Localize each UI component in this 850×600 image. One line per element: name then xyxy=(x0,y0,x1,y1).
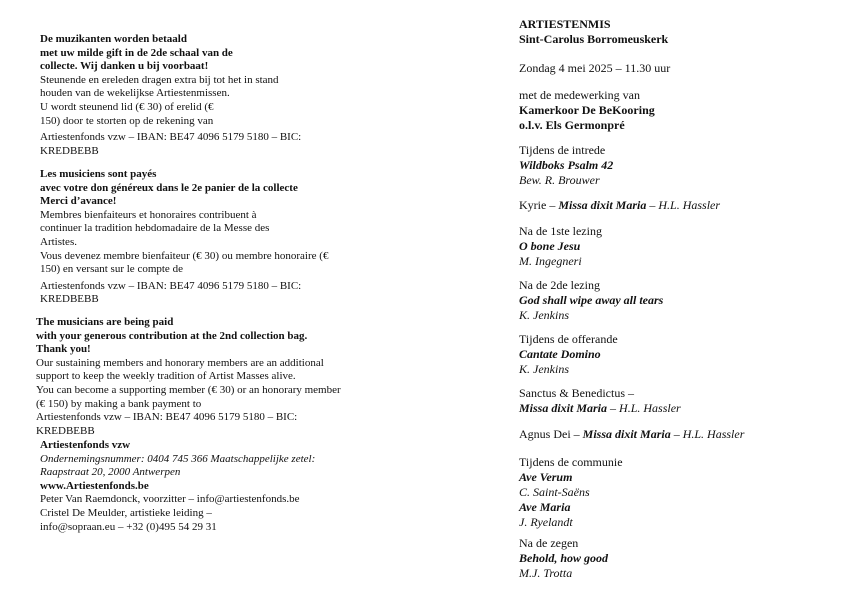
program-item-label: Agnus Dei – xyxy=(519,427,583,441)
program-item-intrede xyxy=(519,143,613,188)
program-item-title: Behold, how good xyxy=(519,551,609,565)
program-item-label: Kyrie – xyxy=(519,198,559,212)
fr-heading-line: Les musiciens sont payés xyxy=(40,168,157,180)
program-item-communie xyxy=(519,455,623,530)
program-item-title: Missa dixit Maria xyxy=(519,401,608,415)
program-item-sanctus xyxy=(519,386,681,416)
nl-heading-line: collecte. Wij danken u bij voorbaat! xyxy=(40,60,209,73)
church-name: Sint-Carolus Borromeuskerk xyxy=(519,32,669,46)
fr-heading-line: avec votre don généreux dans le 2e panier de la collecte xyxy=(40,181,298,194)
program-item-title: Wildboks Psalm 42 xyxy=(519,158,614,172)
en-heading-line: The musicians are being paid xyxy=(36,316,174,328)
program-item-composer: Bew. R. Brouwer xyxy=(519,173,600,187)
fr-text-line: continuer la tradition hebdomadaire de la Messe des xyxy=(40,222,270,235)
english-section xyxy=(36,316,341,438)
fr-text-line: Membres bienfaiteurs et honoraires contribuent à xyxy=(40,208,257,221)
en-text-line: Our sustaining members and honorary members are an additional xyxy=(36,356,324,369)
nl-heading-line: De muzikanten worden betaald xyxy=(40,33,187,45)
fr-heading-line: Merci d’avance! xyxy=(40,195,117,208)
nl-text-line: houden van de wekelijkse Artiestenmissen. xyxy=(40,87,230,100)
program-item-composer: C. Saint-Saëns xyxy=(519,485,590,499)
service-date: Zondag 4 mei 2025 – 11.30 uur xyxy=(519,61,671,75)
en-text-line: You can become a supporting member (€ 30) or an honorary member xyxy=(36,383,341,396)
program-item-kyrie xyxy=(519,198,720,213)
nl-heading-line: met uw milde gift in de 2de schaal van de xyxy=(40,46,233,59)
org-contact-line: info@sopraan.eu – +32 (0)495 54 29 31 xyxy=(40,520,217,533)
program-item-title: God shall wipe away all tears xyxy=(519,293,664,307)
program-item-title: Ave Maria xyxy=(519,500,571,514)
program-item-label: Tijdens de offerande xyxy=(519,332,618,346)
program-item-composer: M.J. Trotta xyxy=(519,566,573,580)
organization-info xyxy=(40,439,315,534)
program-item-composer: – H.L. Hassler xyxy=(607,401,681,415)
program-item-composer: K. Jenkins xyxy=(519,308,569,322)
with-cooperation-label: met de medewerking van xyxy=(519,88,640,102)
fr-bank-line: Artiestenfonds vzw – IBAN: BE47 4096 5179 5180 – BIC: xyxy=(40,279,302,292)
program-item-label: Sanctus & Benedictus – xyxy=(519,386,634,400)
nl-text-line: 150) door te storten op de rekening van xyxy=(40,114,214,127)
program-item-label: Tijdens de intrede xyxy=(519,143,606,157)
en-heading-line: Thank you! xyxy=(36,343,91,356)
program-item-agnus xyxy=(519,427,744,442)
en-text-line: support to keep the weekly tradition of Artist Masses alive. xyxy=(36,370,296,383)
dutch-section xyxy=(40,33,301,158)
org-contact-line: Cristel De Meulder, artistieke leiding – xyxy=(40,506,212,519)
program-item-composer: – H.L. Hassler xyxy=(670,427,745,441)
program-title: ARTIESTENMIS xyxy=(519,17,611,31)
program-item-composer: M. Ingegneri xyxy=(519,254,582,268)
org-name: Artiestenfonds vzw xyxy=(40,439,131,451)
program-item-composer: K. Jenkins xyxy=(519,362,569,376)
fr-text-line: Vous devenez membre bienfaiteur (€ 30) ou membre honoraire (€ xyxy=(40,249,329,262)
french-section xyxy=(40,168,328,307)
nl-bank-line: KREDBEBB xyxy=(40,144,99,157)
program-item-title: Cantate Domino xyxy=(519,347,601,361)
program-item-title: O bone Jesu xyxy=(519,239,581,253)
program-header xyxy=(519,17,668,47)
org-registration-line: Raapstraat 20, 2000 Antwerpen xyxy=(40,466,181,479)
en-text-line: (€ 150) by making a bank payment to xyxy=(36,397,202,410)
en-text-line: Artiestenfonds vzw – IBAN: BE47 4096 5179 5180 – BIC: xyxy=(36,411,298,424)
program-item-label: Tijdens de communie xyxy=(519,455,623,469)
program-item-lezing2 xyxy=(519,278,663,323)
nl-text-line: Steunende en ereleden dragen extra bij tot het in stand xyxy=(40,73,279,86)
fr-text-line: Artistes. xyxy=(40,235,77,248)
org-registration-line: Ondernemingsnummer: 0404 745 366 Maatschappelijke zetel: xyxy=(40,452,316,465)
fr-text-line: 150) en versant sur le compte de xyxy=(40,263,183,276)
org-website: www.Artiestenfonds.be xyxy=(40,479,149,492)
program-item-lezing1 xyxy=(519,224,602,269)
program-item-label: Na de 1ste lezing xyxy=(519,224,602,238)
program-item-composer: J. Ryelandt xyxy=(519,515,573,529)
program-item-composer: – H.L. Hassler xyxy=(646,198,721,212)
en-text-line: KREDBEBB xyxy=(36,424,95,437)
performers xyxy=(519,88,655,133)
nl-text-line: U wordt steunend lid (€ 30) of erelid (€ xyxy=(40,100,214,113)
program-item-title: Missa dixit Maria xyxy=(558,198,647,212)
en-heading-line: with your generous contribution at the 2nd collection bag. xyxy=(36,329,308,342)
nl-bank-line: Artiestenfonds vzw – IBAN: BE47 4096 5179 5180 – BIC: xyxy=(40,131,302,144)
choir-name: Kamerkoor De BeKooring xyxy=(519,103,655,117)
program-item-offerande xyxy=(519,332,618,377)
org-contact-line: Peter Van Raemdonck, voorzitter – info@artiestenfonds.be xyxy=(40,493,300,506)
conductor-name: o.l.v. Els Germonpré xyxy=(519,118,625,132)
program-item-title: Ave Verum xyxy=(519,470,573,484)
program-item-label: Na de zegen xyxy=(519,536,579,550)
program-item-label: Na de 2de lezing xyxy=(519,278,600,292)
program-item-zegen xyxy=(519,536,608,581)
fr-bank-line: KREDBEBB xyxy=(40,293,99,306)
program-item-title: Missa dixit Maria xyxy=(582,427,671,441)
